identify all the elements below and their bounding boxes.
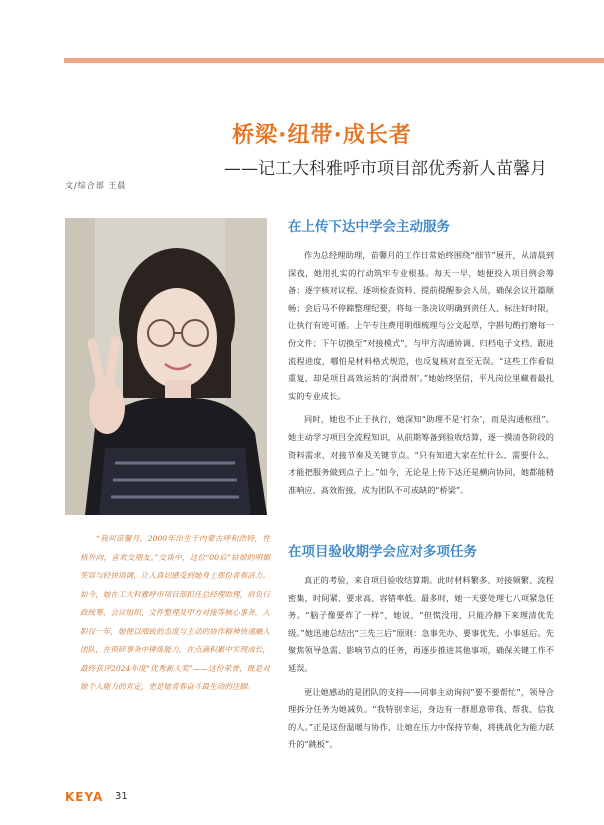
portrait-photo [65, 218, 267, 515]
section-1-heading: 在上传下达中学会主动服务 [288, 219, 450, 235]
section-1 [288, 215, 554, 499]
section-2 [288, 540, 554, 754]
article-title: 桥梁·纽带·成长者 [232, 123, 412, 148]
top-accent-bar [64, 58, 604, 63]
article-subtitle: ——记工大科雅呼市项目部优秀新人苗馨月 [224, 159, 547, 179]
pull-quote: “我叫苗馨月，2000年出生于内蒙古呼和浩特，性格外向，喜欢交朋友。”交谈中，这位“00后”姑娘的明媚笑容与轻快语调，让人真切感受到她身上那份青春活力。如今，她在工大科雅呼市项目部担任总经理助理，肩负行政统筹、会议组织、文件整理及甲方对接等核心事务。入职仅一年，她便以细致的态度与主动的协作精神快速融入团队，在琐碎事务中锤炼能力，在点滴积累中实现成长，最终获评2024年度“优秀新人奖”——这份荣誉，既是对她个人能力的肯定，更是她青春奋斗最生动的注脚。 [80, 534, 270, 691]
section-2-paragraph-2: 更让她感动的是团队的支持——同事主动询问“要不要帮忙”，领导合理拆分任务为她减负。“我特别幸运，身边有一群愿意带我、帮我、信我的人。”正是这份温暖与协作，让她在压力中保持节奏，将挑战化为能力跃升的“跳板”。 [288, 686, 554, 750]
portrait-photo-icon [65, 218, 267, 515]
byline: 文/综合部 王晨 [65, 181, 127, 190]
section-2-heading: 在项目验收期学会应对多项任务 [288, 544, 477, 560]
section-1-paragraph-2: 同时，她也不止于执行，她深知“助理不是‘打杂’，而是沟通枢纽”。她主动学习项目全流程知识，从前期筹备到验收结算，逐一摸清各阶段的资料需求、对接节奏及关键节点。“只有知道大家在忙什么、需要什么，才能把服务做到点子上。”如今，无论是上传下达还是横向协同，她都能精准响应、高效衔接，成为团队不可或缺的“桥梁”。 [288, 414, 554, 495]
section-1-paragraph-1: 作为总经理助理，苗馨月的工作日常始终围绕“细节”展开，从清晨到深夜，她用扎实的行动筑牢专业根基。每天一早，她便投入项目例会筹备：逐字核对议程、逐项检查资料、提前提醒参会人员，确保会议开篇顺畅；会后马不停蹄整理纪要，将每一条决议明确到责任人、标注好时限，让执行有迹可循。上午专注费用明细梳理与公文起草，字斟句酌打磨每一份文件；下午切换至“对接模式”，与甲方沟通协调、归档电子文档、跟进流程进度，哪怕是材料格式规范，也反复核对直至无误。“这些工作看似重复，却是项目高效运转的‘润滑剂’。”她始终坚信，平凡岗位里藏着最扎实的专业成长。 [288, 250, 554, 401]
footer-brand-logo: KEYA [65, 790, 104, 804]
section-2-paragraph-1: 真正的考验，来自项目验收结算期。此时材料繁多、对接频繁、流程密集，时间紧、要求高、容错率低。最多时，她一天要处理七八项紧急任务。“脑子像要炸了一样”，她说，“但慌没用，只能冷静下来理清优先级。”她迅速总结出“三先三后”原则：急事先办、要事优先、小事延后。先聚焦领导急需、影响节点的任务，再逐步推进其他事项，确保关键工作不延误。 [288, 575, 554, 673]
page-number: 31 [115, 791, 128, 802]
